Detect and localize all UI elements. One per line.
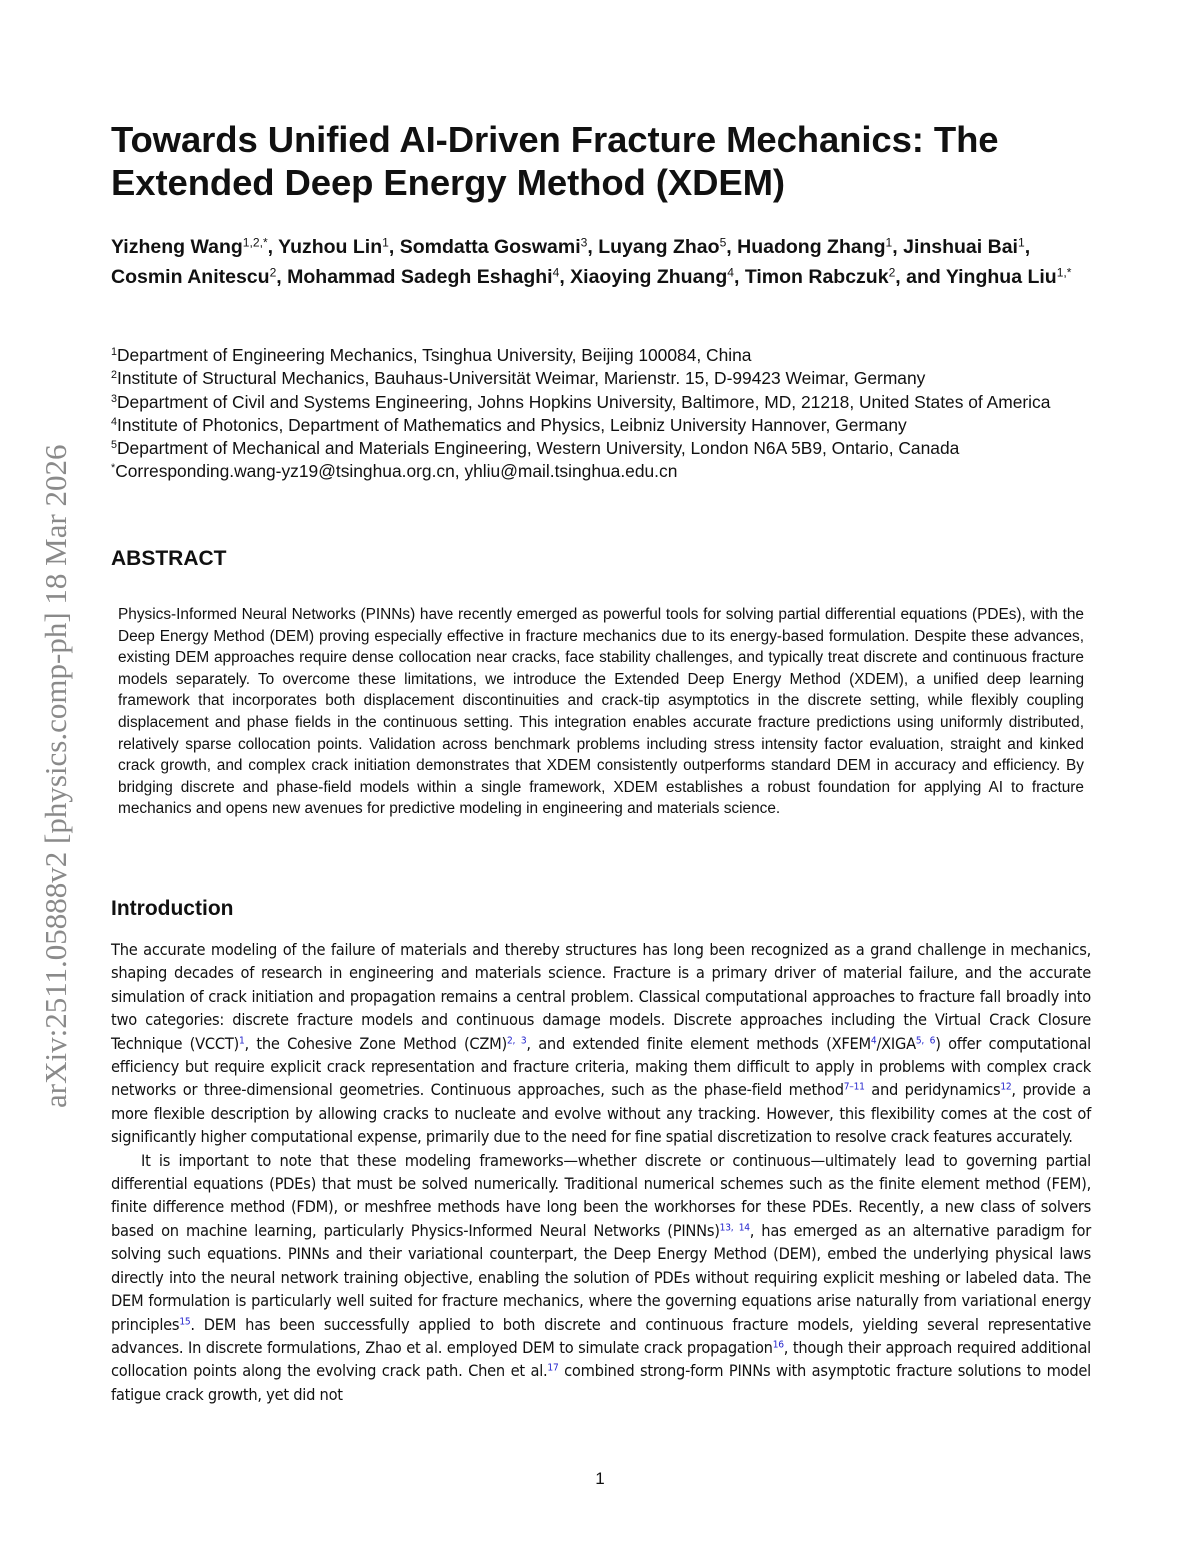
citation-link[interactable]: 16 — [772, 1339, 784, 1351]
affiliation-mark: 3 — [111, 392, 117, 405]
affiliation-text: Corresponding.wang-yz19@tsinghua.org.cn, yhliu@mail.tsinghua.edu.cn — [115, 461, 678, 482]
paragraph-text: ) offer computational efficiency but require explicit crack representation and fracture criteria, making them difficult to apply in problems with complex crack networks or three-dimensional geometries. Continuous approaches, such as the phase-field method — [111, 1033, 1091, 1100]
affiliation-text: Institute of Structural Mechanics, Bauhaus-Universität Weimar, Marienstr. 15, D-99423 Weimar, Germany — [117, 368, 926, 389]
citation-link[interactable]: 15 — [179, 1315, 191, 1327]
author-list: Yizheng Wang$^{1,2,*}$, Yuzhou Lin$^1$, Somdatta Goswami$^3$, Luyang Zhao$^5$, Huadong Zhang$^1$, Jinshuai Bai$^1$, Cosmin Anitescu$^2$, Mohammad Sadegh Eshaghi$^4$, Xiaoying Zhuang$^4$, Timon Rabczuk$^2$, and Yinghua Liu$^{1,*}$ — [111, 235, 1072, 288]
affiliation-text: Department of Civil and Systems Engineering, Johns Hopkins University, Baltimore, MD, 21218, United States of America — [117, 391, 1051, 412]
citation-link[interactable]: 17 — [547, 1362, 559, 1374]
citation-link[interactable]: 2, 3 — [507, 1035, 527, 1047]
author-name: Huadong Zhang — [737, 236, 886, 258]
affiliation-item — [111, 414, 1091, 437]
author-name: Jinshuai Bai — [903, 236, 1018, 258]
citation-link[interactable]: 13, 14 — [719, 1222, 750, 1234]
paragraph-text: , though their approach required additional collocation points along the evolving crack path. Chen et al. — [111, 1337, 1092, 1381]
paragraph-text: , has emerged as an alternative paradigm for solving such equations. PINNs and their variational counterpart, the Deep Energy Method (DEM), embed the underlying physical laws directly into the neural network training objective, enabling the solution of PDEs without requiring explicit meshing or labeled data. The DEM formulation is particularly well suited for fracture mechanics, where the governing equations arise naturally from variational energy principles — [111, 1220, 1091, 1334]
affiliation-list — [111, 344, 1091, 484]
affiliation-item — [111, 460, 1091, 483]
affiliation-mark: 1 — [111, 346, 117, 359]
intro-paragraph-2 — [111, 1149, 1091, 1406]
intro-paragraph-1 — [111, 938, 1091, 1149]
paragraph-text: /XIGA — [876, 1033, 916, 1053]
paragraph-text: It is important to note that these modeling frameworks—whether discrete or continuous—ultimately lead to governing partial differential equations (PDEs) that must be solved numerically. Traditional numerical schemes such as the finite element method (FEM), finite difference method (FDM), or meshfree methods have long been the workhorses for these PDEs. Recently, a new class of solvers based on machine learning, particularly Physics-Informed Neural Networks (PINNs) — [111, 1150, 1091, 1240]
paragraph-text: and peridynamics — [864, 1080, 1001, 1100]
abstract-heading: ABSTRACT — [111, 547, 227, 570]
author-affiliation-mark: 1 — [382, 235, 389, 250]
affiliation-item — [111, 437, 1091, 460]
paragraph-text: The accurate modeling of the failure of materials and thereby structures has long been recognized as a grand challenge in mechanics, shaping decades of research in engineering and materials science. Fracture is a primary driver of material failure, and the accurate simulation of crack initiation and propagation remains a central problem. Classical computational approaches to fracture fall broadly into two categories: discrete fracture models and continuous damage models. Discrete approaches including the Virtual Crack Closure Technique (VCCT) — [111, 940, 1091, 1053]
author-affiliation-mark: 2 — [888, 265, 896, 280]
paragraph-text: , and extended finite element methods (XFEM — [526, 1033, 871, 1053]
affiliation-mark: * — [111, 462, 116, 475]
paragraph-text: , provide a more flexible description by allowing cracks to nucleate and evolve without any tracking. However, this flexibility comes at the cost of significantly higher computational expense, primarily due to the need for fine spatial discretization to resolve crack features accurately. — [111, 1080, 1092, 1147]
affiliation-item — [111, 367, 1091, 390]
arxiv-stamp: arXiv:2511.05888v2 [physics.comp-ph] 18 Mar 2026 — [38, 444, 73, 1108]
affiliation-item — [111, 391, 1091, 414]
author-affiliation-mark: 3 — [580, 235, 588, 250]
author-name: Somdatta Goswami — [399, 236, 581, 258]
author-name: Timon Rabczuk — [744, 266, 889, 288]
author-name: Xiaoying Zhuang — [570, 266, 728, 288]
author-affiliation-mark: 1,* — [1056, 265, 1072, 280]
citation-link[interactable]: 4 — [870, 1035, 877, 1047]
affiliation-item — [111, 344, 1091, 367]
author-name: Mohammad Sadegh Eshaghi — [287, 266, 553, 288]
introduction-heading: Introduction — [111, 897, 234, 920]
affiliation-mark: 2 — [111, 369, 117, 382]
author-name: Yinghua Liu — [945, 266, 1057, 288]
author-affiliation-mark: 1 — [885, 235, 893, 250]
author-affiliation-mark: 1,2,* — [242, 235, 268, 250]
paragraph-text: combined strong-form PINNs with asymptotic fracture solutions to model fatigue crack growth, yet did not — [111, 1361, 1091, 1404]
affiliation-mark: 5 — [111, 439, 117, 452]
citation-link[interactable]: 7–11 — [843, 1081, 865, 1093]
paragraph-text: . DEM has been successfully applied to both discrete and continuous fracture models, yielding several representative advances. In discrete formulations, Zhao et al. employed DEM to simulate crack propagation — [111, 1314, 1091, 1357]
citation-link[interactable]: 5, 6 — [915, 1035, 936, 1047]
author-affiliation-mark: 4 — [552, 265, 560, 280]
affiliation-text: Department of Mechanical and Materials Engineering, Western University, London N6A 5B9, Ontario, Canada — [117, 438, 960, 459]
affiliation-text: Department of Engineering Mechanics, Tsinghua University, Beijing 100084, China — [117, 345, 752, 365]
affiliation-mark: 4 — [111, 415, 117, 428]
author-name: Cosmin Anitescu — [111, 266, 270, 288]
citation-link[interactable]: 1 — [239, 1035, 245, 1047]
author-name: Luyang Zhao — [598, 236, 720, 258]
citation-link[interactable]: 12 — [1000, 1081, 1012, 1093]
introduction-body — [111, 938, 1091, 1406]
author-name: Yuzhou Lin — [278, 236, 383, 258]
affiliation-text: Institute of Photonics, Department of Mathematics and Physics, Leibniz University Hannover, Germany — [117, 414, 907, 435]
paper-title: Towards Unified AI-Driven Fracture Mechanics: The Extended Deep Energy Method (XDEM) — [111, 119, 999, 203]
paragraph-text: , the Cohesive Zone Method (CZM) — [244, 1033, 508, 1053]
abstract-text: Physics-Informed Neural Networks (PINNs) have recently emerged as powerful tools for solving partial differential equations (PDEs), with the Deep Energy Method (DEM) proving especially effective in fracture mechanics due to its energy-based formulation. Despite these advances, existing DEM approaches require dense collocation near cracks, face stability challenges, and typically treat discrete and continuous fracture models separately. To overcome these limitations, we introduce the Extended Deep Energy Method (XDEM), a unified deep learning framework that incorporates both displacement discontinuities and crack-tip asymptotics in the discrete setting, while flexibly coupling displacement and phase fields in the continuous setting. This integration enables accurate fracture predictions using uniformly distributed, relatively sparse collocation points. Validation across benchmark problems including stress intensity factor evaluation, straight and kinked crack growth, and complex crack initiation demonstrates that XDEM consistently outperforms standard DEM in accuracy and efficiency. By bridging discrete and phase-field models within a single framework, XDEM establishes a robust foundation for applying AI to fracture mechanics and opens new avenues for predictive modeling in engineering and materials science. — [118, 606, 1084, 818]
author-affiliation-mark: 4 — [727, 265, 734, 280]
author-name: Yizheng Wang — [111, 236, 243, 258]
author-affiliation-mark: 2 — [269, 265, 277, 280]
page-number: 1 — [595, 1469, 605, 1488]
author-affiliation-mark: 5 — [719, 235, 727, 250]
author-affiliation-mark: 1 — [1017, 235, 1025, 250]
